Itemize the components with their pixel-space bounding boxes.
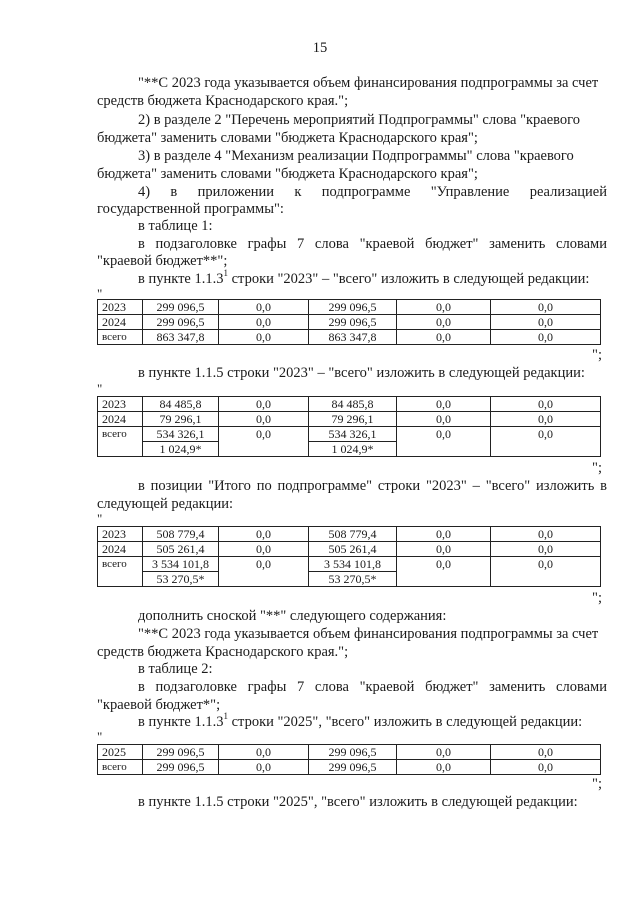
table-cell: 0,0	[397, 315, 491, 330]
text-line: "краевой бюджет**";	[97, 253, 228, 269]
table-cell: 0,0	[219, 427, 309, 457]
table-cell: 0,0	[397, 300, 491, 315]
table-cell: 53 270,5*	[309, 572, 397, 587]
text-line: следующей редакции:	[97, 496, 234, 512]
table-cell: 0,0	[219, 557, 309, 587]
table-row	[98, 300, 601, 315]
table-cell: 84 485,8	[143, 397, 219, 412]
text-line: "краевой бюджет*";	[97, 697, 221, 713]
text-line: 3) в разделе 4 "Механизм реализации Подпрограммы" слова "краевого	[138, 148, 574, 164]
table-cell: 0,0	[219, 760, 309, 775]
text-line: в таблице 1:	[138, 218, 213, 234]
table-cell: 0,0	[219, 412, 309, 427]
page-number: 15	[312, 40, 328, 56]
text-line: 2) в разделе 2 "Перечень мероприятий Подпрограммы" слова "краевого	[138, 112, 580, 128]
text-line: в пункте 1.1.5 строки "2025", "всего" изложить в следующей редакции:	[138, 794, 578, 810]
close-mark: ";	[592, 776, 602, 792]
table-cell: 0,0	[491, 412, 601, 427]
table-cell: 299 096,5	[143, 300, 219, 315]
table-cell: 0,0	[219, 330, 309, 345]
table-row	[98, 315, 601, 330]
table-cell: 0,0	[491, 760, 601, 775]
table-cell: 84 485,8	[309, 397, 397, 412]
text-line: в пункте 1.1.5 строки "2023" – "всего" изложить в следующей редакции:	[138, 365, 585, 381]
table-cell: 0,0	[219, 542, 309, 557]
table-cell: 299 096,5	[143, 745, 219, 760]
text-line: средств бюджета Краснодарского края.";	[97, 644, 349, 660]
table-cell: 79 296,1	[309, 412, 397, 427]
table-cell: 299 096,5	[143, 760, 219, 775]
table-cell: 0,0	[397, 557, 491, 587]
table-cell: 0,0	[397, 427, 491, 457]
close-mark: ";	[592, 347, 602, 363]
table-cell: 299 096,5	[309, 315, 397, 330]
table-cell: 53 270,5*	[143, 572, 219, 587]
finance-table-2	[97, 396, 601, 457]
table-cell: 0,0	[397, 760, 491, 775]
table-cell: всего	[98, 557, 143, 587]
text-line: "**С 2023 года указывается объем финансирования подпрограммы за счет	[138, 75, 599, 91]
table-cell: 0,0	[219, 745, 309, 760]
table-cell: 0,0	[397, 745, 491, 760]
table-row	[98, 542, 601, 557]
text-line: государственной программы":	[97, 201, 284, 217]
table-cell: всего	[98, 330, 143, 345]
table-row	[98, 557, 601, 572]
table-row	[98, 527, 601, 542]
table-cell: 863 347,8	[309, 330, 397, 345]
finance-table-1	[97, 299, 601, 345]
finance-table-3	[97, 526, 601, 587]
table-cell: всего	[98, 427, 143, 457]
open-quote: "	[97, 729, 103, 744]
superscript: 1	[223, 711, 228, 722]
table-cell: 0,0	[491, 542, 601, 557]
text-line: 4) в приложении к подпрограмме "Управление реализацией	[138, 184, 607, 200]
table-cell: 299 096,5	[309, 300, 397, 315]
table-cell: 0,0	[219, 397, 309, 412]
table-row	[98, 397, 601, 412]
table-cell: 0,0	[397, 412, 491, 427]
table-cell: 0,0	[397, 542, 491, 557]
table-cell: 2024	[98, 542, 143, 557]
table-cell: 508 779,4	[143, 527, 219, 542]
table-cell: 79 296,1	[143, 412, 219, 427]
text-span: строки "2023" – "всего" изложить в следующей редакции:	[228, 271, 590, 287]
table-cell: 2024	[98, 412, 143, 427]
text-line: бюджета" заменить словами "бюджета Краснодарского края";	[97, 130, 478, 146]
table-row	[98, 412, 601, 427]
table-cell: 2024	[98, 315, 143, 330]
table-cell: 0,0	[491, 557, 601, 587]
text-span: строки "2025", "всего" изложить в следующей редакции:	[228, 714, 583, 730]
table-cell: 3 534 101,8	[309, 557, 397, 572]
text-line	[138, 270, 589, 288]
text-line: "**С 2023 года указывается объем финансирования подпрограммы за счет	[138, 626, 599, 642]
table-cell: 0,0	[491, 300, 601, 315]
text-line: дополнить сноской "**" следующего содержания:	[138, 608, 447, 624]
table-cell: 3 534 101,8	[143, 557, 219, 572]
text-line: бюджета" заменить словами "бюджета Краснодарского края";	[97, 166, 478, 182]
close-mark: ";	[592, 460, 602, 476]
table-cell: 299 096,5	[309, 760, 397, 775]
text-span: в пункте 1.1.3	[138, 271, 224, 287]
table-row	[98, 760, 601, 775]
text-line: средств бюджета Краснодарского края.";	[97, 93, 349, 109]
table-cell: 0,0	[219, 315, 309, 330]
table-row	[98, 330, 601, 345]
text-line: в таблице 2:	[138, 661, 213, 677]
text-span: в пункте 1.1.3	[138, 714, 224, 730]
table-cell: 0,0	[397, 330, 491, 345]
text-line: в позиции "Итого по подпрограмме" строки "2023" – "всего" изложить в	[138, 478, 607, 494]
table-cell: всего	[98, 760, 143, 775]
table-cell: 299 096,5	[143, 315, 219, 330]
table-cell: 0,0	[491, 427, 601, 457]
table-cell: 863 347,8	[143, 330, 219, 345]
table-cell: 0,0	[397, 527, 491, 542]
table-cell: 2023	[98, 300, 143, 315]
table-cell: 508 779,4	[309, 527, 397, 542]
table-row	[98, 427, 601, 442]
table-cell: 505 261,4	[143, 542, 219, 557]
open-quote: "	[97, 511, 103, 526]
table-cell: 2023	[98, 397, 143, 412]
close-mark: ";	[592, 590, 602, 606]
text-line: в подзаголовке графы 7 слова "краевой бюджет" заменить словами	[138, 236, 607, 252]
open-quote: "	[97, 381, 103, 396]
table-cell: 0,0	[491, 315, 601, 330]
table-cell: 0,0	[491, 745, 601, 760]
table-cell: 505 261,4	[309, 542, 397, 557]
superscript: 1	[223, 268, 228, 279]
table-cell: 0,0	[219, 527, 309, 542]
table-cell: 2023	[98, 527, 143, 542]
text-line: в подзаголовке графы 7 слова "краевой бюджет" заменить словами	[138, 679, 607, 695]
text-line	[138, 713, 582, 731]
finance-table-4	[97, 744, 601, 775]
table-cell: 299 096,5	[309, 745, 397, 760]
table-cell: 1 024,9*	[309, 442, 397, 457]
table-row	[98, 745, 601, 760]
table-cell: 0,0	[491, 527, 601, 542]
table-cell: 0,0	[491, 397, 601, 412]
table-cell: 2025	[98, 745, 143, 760]
open-quote: "	[97, 286, 103, 301]
table-cell: 0,0	[491, 330, 601, 345]
table-cell: 0,0	[397, 397, 491, 412]
table-cell: 0,0	[219, 300, 309, 315]
table-cell: 1 024,9*	[143, 442, 219, 457]
table-cell: 534 326,1	[143, 427, 219, 442]
table-cell: 534 326,1	[309, 427, 397, 442]
